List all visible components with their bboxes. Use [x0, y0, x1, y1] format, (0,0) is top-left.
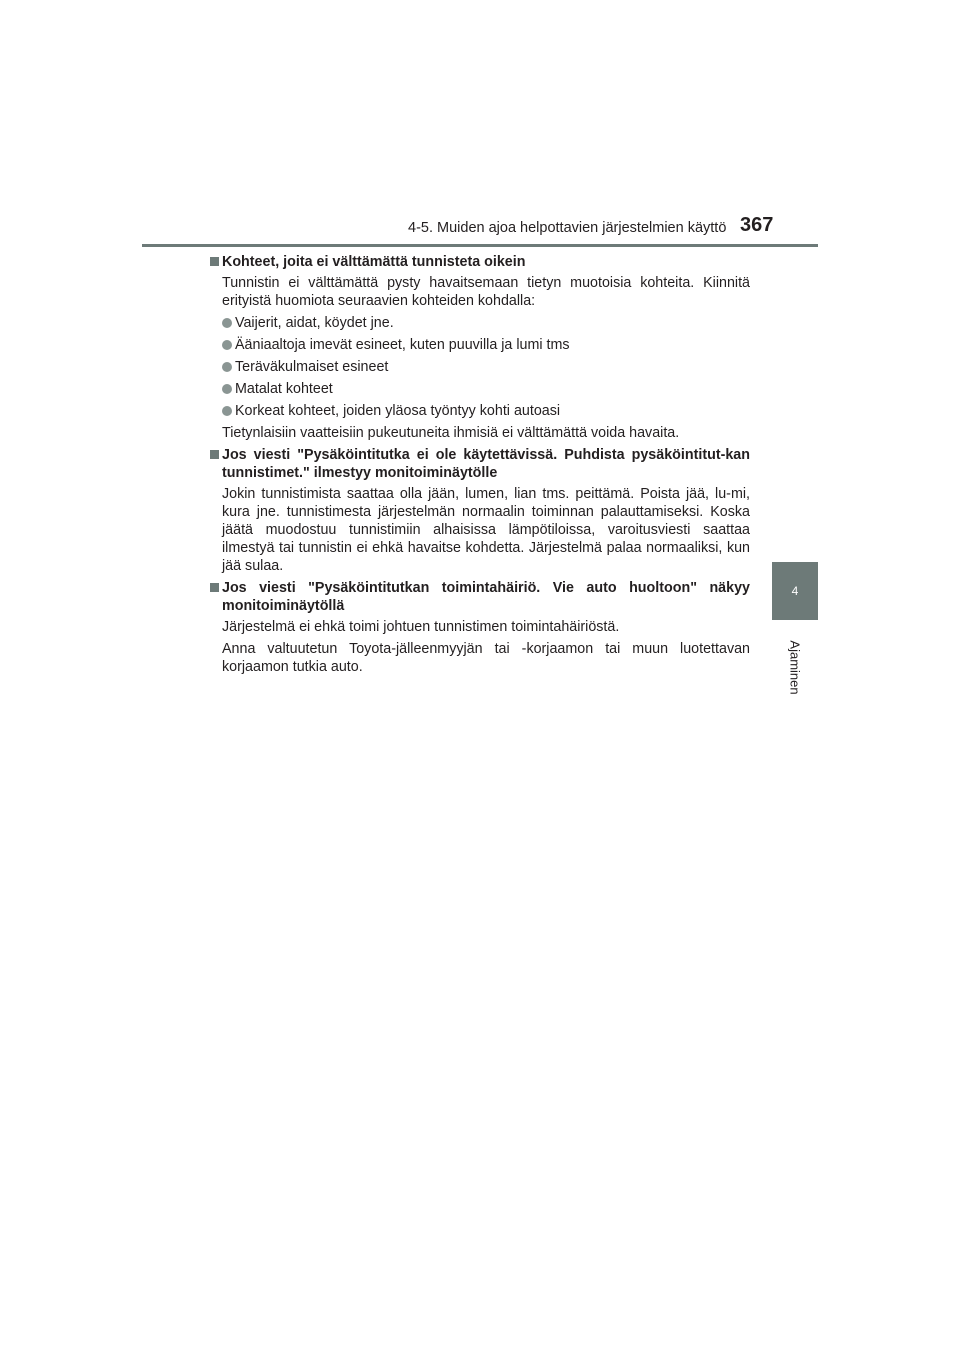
section-sensor-malfunction	[210, 579, 750, 676]
list-item	[210, 358, 750, 376]
circle-bullet-icon	[222, 384, 232, 394]
section-heading	[210, 253, 750, 271]
square-bullet-icon	[210, 257, 219, 266]
page-number: 367	[740, 214, 774, 236]
section-heading-text: Kohteet, joita ei välttämättä tunnisteta oikein	[222, 254, 526, 270]
section-heading-text: Jos viesti "Pysäköintitutka ei ole käytettävissä. Puhdista pysäköintitut-kan tunnistimet." ilmestyy monitoiminäytölle	[222, 447, 750, 481]
chapter-tab	[772, 562, 818, 620]
list-item-text: Korkeat kohteet, joiden yläosa työntyy kohti autoasi	[235, 403, 561, 419]
chapter-title: Ajaminen	[787, 640, 803, 695]
paragraph: Jokin tunnistimista saattaa olla jään, lumen, lian tms. peittämä. Poista jää, lu-mi, kura jne. tunnistimesta järjestelmän normaalin toiminnan palauttamiseksi. Koska jäätä muodostuu tunnistimiin alhaisissa lämpötiloissa, varoitusviesti saattaa ilmestyä tai tunnistin ei ehkä havaitse kohdetta. Järjestelmä palaa normaaliksi, kun jää sulaa.	[222, 486, 750, 574]
section-sensor-unavailable	[210, 446, 750, 575]
list-item	[210, 336, 750, 354]
paragraph: Anna valtuutetun Toyota-jälleenmyyjän tai -korjaamon tai muun luotettavan korjaamon tutkia auto.	[222, 641, 750, 675]
list-item-text: Teräväkulmaiset esineet	[235, 359, 389, 375]
paragraph: Järjestelmä ei ehkä toimi johtuen tunnistimen toimintahäiriöstä.	[222, 619, 620, 635]
section-heading	[210, 446, 750, 482]
running-header: 4-5. Muiden ajoa helpottavien järjestelmien käyttö	[408, 220, 727, 236]
section-heading	[210, 579, 750, 615]
section-undetected-objects	[210, 253, 750, 442]
circle-bullet-icon	[222, 362, 232, 372]
circle-bullet-icon	[222, 318, 232, 328]
circle-bullet-icon	[222, 340, 232, 350]
chapter-number: 4	[791, 584, 799, 598]
list-item	[210, 402, 750, 420]
paragraph: Tietynlaisiin vaatteisiin pukeutuneita ihmisiä ei välttämättä voida havaita.	[222, 425, 680, 441]
paragraph: Tunnistin ei välttämättä pysty havaitsemaan tietyn muotoisia kohteita. Kiinnitä erityistä huomiota seuraavien kohteiden kohdalla:	[222, 275, 750, 309]
header-divider	[142, 244, 818, 247]
list-item-text: Vaijerit, aidat, köydet jne.	[235, 315, 394, 331]
list-item	[210, 314, 750, 332]
list-item-text: Matalat kohteet	[235, 381, 333, 397]
square-bullet-icon	[210, 450, 219, 459]
page-body	[210, 253, 750, 680]
circle-bullet-icon	[222, 406, 232, 416]
section-heading-text: Jos viesti "Pysäköintitutkan toimintahäiriö. Vie auto huoltoon" näkyy monitoiminäytöllä	[222, 580, 750, 614]
list-item	[210, 380, 750, 398]
list-item-text: Ääniaaltoja imevät esineet, kuten puuvilla ja lumi tms	[235, 337, 570, 353]
square-bullet-icon	[210, 583, 219, 592]
